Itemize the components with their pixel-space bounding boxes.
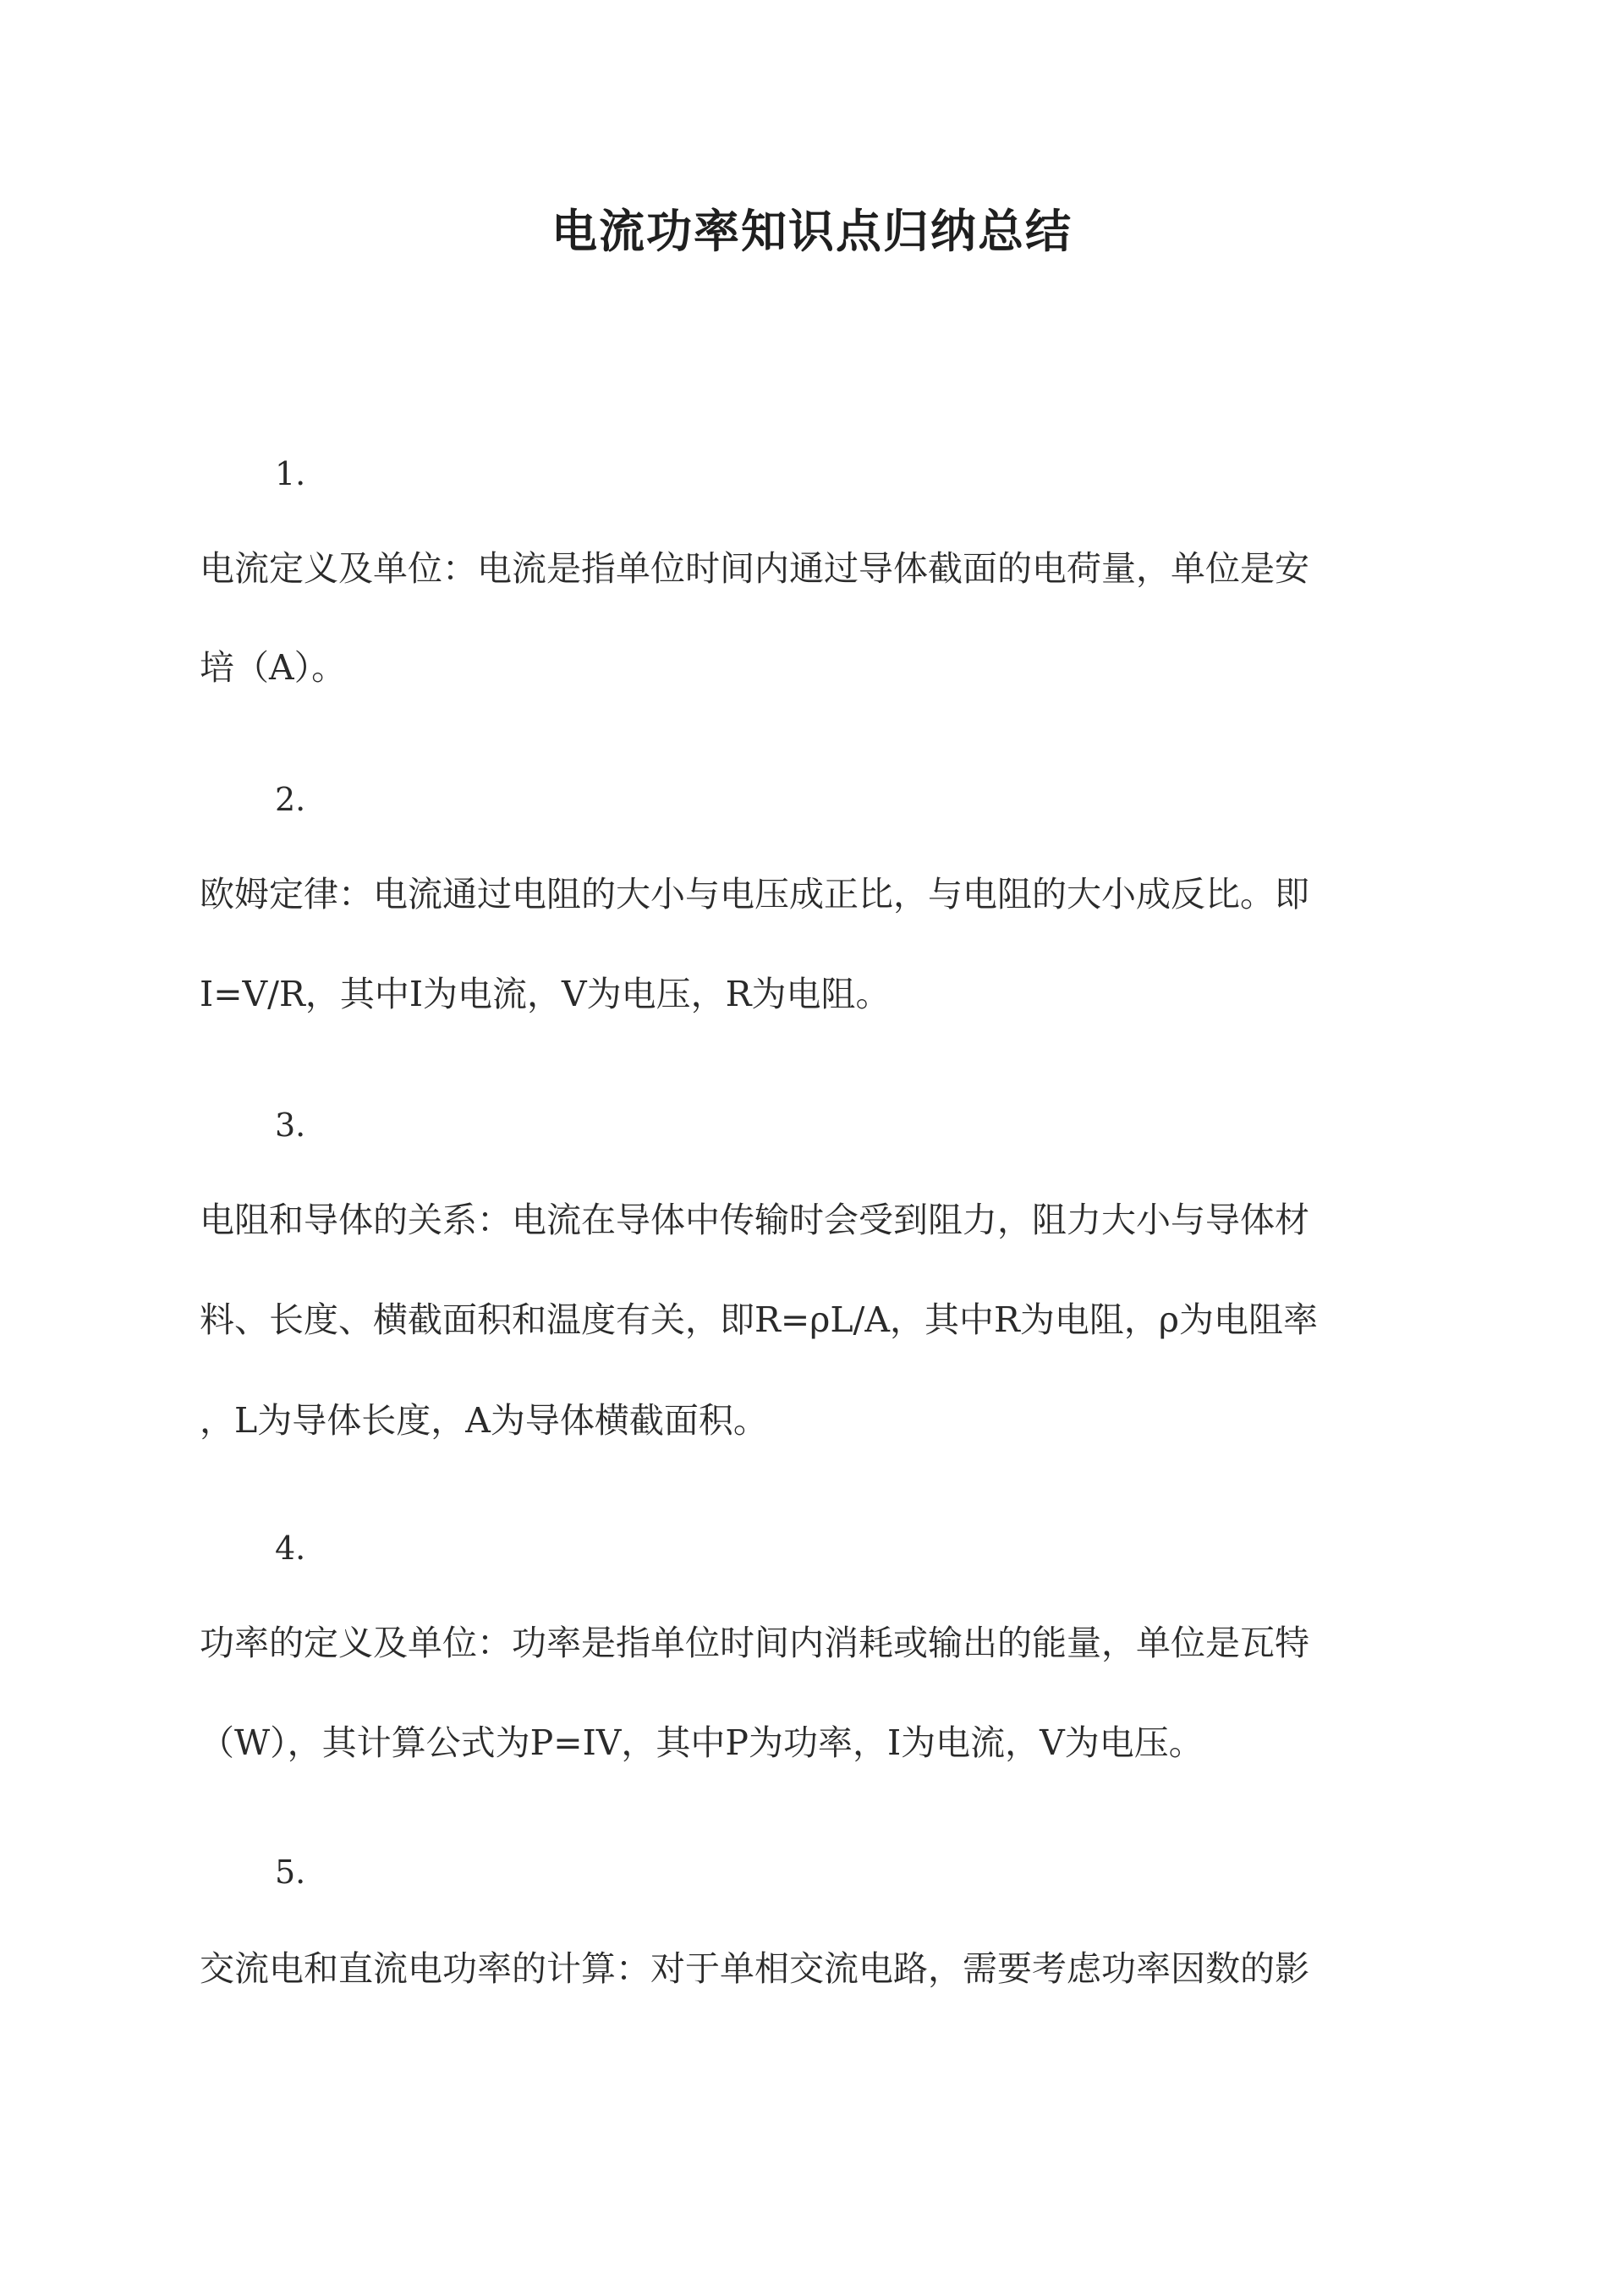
section-4-line-1: 功率的定义及单位：功率是指单位时间内消耗或输出的能量，单位是瓦特 [200,1623,1309,1663]
section-3-line-1: 电阻和导体的关系：电流在导体中传输时会受到阻力，阻力大小与导体材 [200,1200,1309,1240]
section-2-line-1: 欧姆定律：电流通过电阻的大小与电压成正比，与电阻的大小成反比。即 [200,874,1309,915]
item-number-1: 1. [275,455,306,492]
section-4-line-2: （W），其计算公式为P=IV，其中P为功率，I为电流，V为电压。 [200,1722,1204,1763]
document-title: 电流功率知识点归纳总结 [551,204,1073,258]
section-1-line-2: 培（A）。 [200,647,347,688]
section-5-line-1: 交流电和直流电功率的计算：对于单相交流电路，需要考虑功率因数的影 [200,1948,1309,1989]
section-3-line-2: 料、长度、横截面积和温度有关，即R=ρL/A，其中R为电阻，ρ为电阻率 [200,1299,1318,1340]
section-3-line-3: ，L为导体长度，A为导体横截面积。 [200,1400,768,1441]
item-number-4: 4. [275,1530,306,1567]
item-number-5: 5. [275,1854,306,1891]
section-2-line-2: I=V/R，其中I为电流，V为电压，R为电阻。 [200,974,891,1014]
item-number-3: 3. [275,1107,306,1144]
section-1-line-1: 电流定义及单位：电流是指单位时间内通过导体截面的电荷量，单位是安 [200,548,1309,589]
item-number-2: 2. [275,781,306,818]
